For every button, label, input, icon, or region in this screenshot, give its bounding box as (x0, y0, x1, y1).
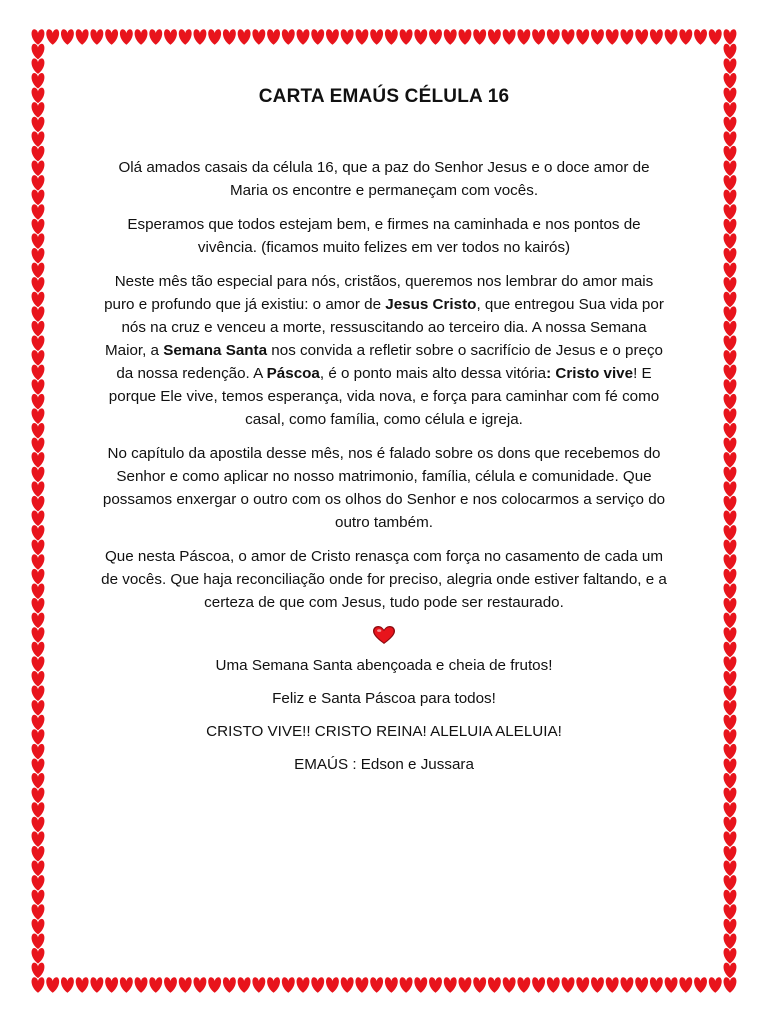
heart-icon (679, 977, 692, 993)
heart-icon (135, 29, 148, 45)
heart-icon (282, 977, 295, 993)
heart-icon (32, 788, 45, 804)
heart-icon (32, 496, 45, 512)
heart-icon (679, 29, 692, 45)
heart-icon (372, 625, 396, 645)
heart-icon (32, 671, 45, 687)
heart-icon (32, 350, 45, 366)
heart-icon (32, 744, 45, 760)
heart-icon (576, 29, 589, 45)
heart-icon (724, 525, 737, 541)
closing-line: Uma Semana Santa abençoada e cheia de frutos! (215, 657, 553, 674)
heart-icon (724, 627, 737, 643)
heart-icon (76, 977, 89, 993)
heart-icon (32, 554, 45, 570)
heart-icon (32, 686, 45, 702)
heart-icon (724, 569, 737, 585)
heart-icon (32, 525, 45, 541)
heart-icon (517, 29, 530, 45)
heart-icon (724, 613, 737, 629)
paragraph (100, 545, 668, 614)
heart-icon (414, 977, 427, 993)
heart-icon (208, 29, 221, 45)
heart-icon (238, 29, 251, 45)
heart-icon (724, 729, 737, 745)
heart-icon (724, 540, 737, 556)
heart-icon (32, 875, 45, 891)
heart-icon (414, 29, 427, 45)
heart-icon (547, 29, 560, 45)
heart-icon (724, 715, 737, 731)
heart-icon (267, 977, 280, 993)
heart-icon (46, 977, 59, 993)
heart-icon (164, 29, 177, 45)
heart-icon (562, 977, 575, 993)
heart-icon (620, 29, 633, 45)
heart-icon (724, 744, 737, 760)
heart-icon (724, 321, 737, 337)
heart-icon (724, 146, 737, 162)
heart-icon (724, 175, 737, 191)
heart-icon (32, 569, 45, 585)
heart-icon (32, 146, 45, 162)
heart-icon (32, 627, 45, 643)
heart-icon (32, 904, 45, 920)
heart-icon (179, 977, 192, 993)
heart-icon (724, 379, 737, 395)
heart-icon (32, 452, 45, 468)
heart-icon (547, 977, 560, 993)
heart-icon (32, 204, 45, 220)
heart-icon (724, 554, 737, 570)
heart-icon (311, 977, 324, 993)
heart-icon (724, 802, 737, 818)
heart-icon (503, 977, 516, 993)
heart-icon (724, 642, 737, 658)
heart-icon (724, 817, 737, 833)
heart-icon (32, 890, 45, 906)
heart-icon (724, 598, 737, 614)
heart-icon (724, 890, 737, 906)
heart-icon (724, 481, 737, 497)
heart-icon (32, 511, 45, 527)
heart-icon (32, 758, 45, 774)
heart-icon (208, 977, 221, 993)
heart-icon (32, 933, 45, 949)
heart-icon (724, 656, 737, 672)
heart-icon (90, 977, 103, 993)
heart-icon (517, 977, 530, 993)
heart-icon (32, 948, 45, 964)
text-segment: , que entregou Sua vida por nós na cruz e venceu a morte, ressuscitando ao terceiro dia. A nossa Semana Maior, a (104, 296, 664, 359)
paragraph (100, 156, 668, 202)
heart-icon (635, 29, 648, 45)
heart-icon (400, 29, 413, 45)
heart-icon (532, 977, 545, 993)
heart-icon (724, 948, 737, 964)
heart-icon (724, 394, 737, 410)
heart-icon (32, 248, 45, 264)
paragraph (100, 270, 668, 431)
heart-icon (724, 788, 737, 804)
heart-icon (267, 29, 280, 45)
heart-icon (724, 408, 737, 424)
closing-lines (100, 654, 668, 776)
heart-icon (724, 277, 737, 293)
letter-body (100, 156, 668, 614)
heart-icon (326, 977, 339, 993)
heart-icon (576, 977, 589, 993)
text-segment: nos convida a refletir sobre o sacrifício de Jesus e o preço da nossa redenção. A (116, 342, 663, 382)
heart-icon (32, 44, 45, 60)
heart-icon (238, 977, 251, 993)
heart-icon (562, 29, 575, 45)
heart-icon (32, 540, 45, 556)
heart-icon (724, 88, 737, 104)
heart-icon (620, 977, 633, 993)
heart-icon (32, 277, 45, 293)
heart-icon (32, 88, 45, 104)
heart-icon (32, 583, 45, 599)
heart-icon (32, 613, 45, 629)
heart-icon (223, 29, 236, 45)
heart-icon (724, 511, 737, 527)
heart-icon (724, 467, 737, 483)
heart-icon (120, 977, 133, 993)
heart-icon (724, 423, 737, 439)
heart-icon (32, 219, 45, 235)
heart-icon (105, 29, 118, 45)
text-segment: Neste mês tão especial para nós, cristãos, queremos nos lembrar do amor mais puro e profundo que já existiu: o amor de (104, 273, 654, 313)
heart-icon (90, 29, 103, 45)
heart-icon (355, 977, 368, 993)
heart-icon (32, 977, 45, 993)
heart-icon (149, 29, 162, 45)
closing-line: EMAÚS : Edson e Jussara (294, 756, 474, 773)
heart-icon (724, 861, 737, 877)
heart-icon (724, 131, 737, 147)
heart-icon (724, 452, 737, 468)
text-segment: ! E porque Ele vive, temos esperança, vida nova, e força para caminhar com fé como casal, como família, como célula e igreja. (108, 365, 660, 428)
heart-icon (724, 977, 737, 993)
heart-icon (532, 29, 545, 45)
heart-icon (591, 977, 604, 993)
heart-icon (32, 73, 45, 89)
heart-icon (355, 29, 368, 45)
heart-icon (724, 336, 737, 352)
heart-icon (32, 846, 45, 862)
heart-icon (665, 29, 678, 45)
heart-icon (194, 29, 207, 45)
heart-icon (370, 29, 383, 45)
heart-icon (32, 700, 45, 716)
bold-text: : Cristo vive (546, 365, 634, 382)
heart-icon (370, 977, 383, 993)
heart-icon (32, 131, 45, 147)
heart-icon (179, 29, 192, 45)
heart-icon (709, 977, 722, 993)
bold-text: Páscoa (266, 365, 320, 382)
heart-icon (473, 29, 486, 45)
heart-icon (32, 58, 45, 74)
heart-icon (32, 175, 45, 191)
heart-icon (724, 963, 737, 979)
heart-icon (32, 365, 45, 381)
heart-icon (32, 773, 45, 789)
heart-icon (32, 394, 45, 410)
heart-icon (724, 831, 737, 847)
heart-icon (252, 29, 265, 45)
heart-icon (32, 438, 45, 454)
heart-icon (32, 656, 45, 672)
heart-icon (120, 29, 133, 45)
heart-icon (724, 292, 737, 308)
heart-icon (46, 29, 59, 45)
heart-icon (32, 292, 45, 308)
heart-icon (503, 29, 516, 45)
heart-icon (282, 29, 295, 45)
heart-icon (444, 977, 457, 993)
heart-icon (252, 977, 265, 993)
heart-icon (473, 977, 486, 993)
heart-icon (429, 977, 442, 993)
heart-icon (429, 29, 442, 45)
paragraph (100, 442, 668, 534)
heart-icon (635, 977, 648, 993)
heart-icon (61, 977, 74, 993)
heart-icon (488, 977, 501, 993)
closing-line: CRISTO VIVE!! CRISTO REINA! ALELUIA ALELUIA! (206, 723, 562, 740)
heart-icon (32, 117, 45, 133)
heart-icon (149, 977, 162, 993)
heart-icon (724, 350, 737, 366)
heart-icon (194, 977, 207, 993)
heart-icon (32, 802, 45, 818)
heart-icon (694, 977, 707, 993)
heart-icon (724, 438, 737, 454)
heart-icon (724, 44, 737, 60)
heart-icon (724, 160, 737, 176)
heart-icon (724, 758, 737, 774)
heart-icon (724, 102, 737, 118)
heart-icon (724, 117, 737, 133)
heart-icon (326, 29, 339, 45)
heart-icon (385, 977, 398, 993)
heart-icon (724, 233, 737, 249)
heart-icon (724, 496, 737, 512)
heart-icon (724, 686, 737, 702)
heart-icon (724, 583, 737, 599)
heart-icon (606, 977, 619, 993)
heart-icon (694, 29, 707, 45)
bold-text: Jesus Cristo (385, 296, 477, 313)
heart-icon (311, 29, 324, 45)
heart-icon (724, 875, 737, 891)
heart-icon (32, 102, 45, 118)
heart-icon (32, 408, 45, 424)
heart-icon (459, 29, 472, 45)
heart-icon (61, 29, 74, 45)
heart-icon (341, 977, 354, 993)
heart-icon (724, 306, 737, 322)
heart-icon (444, 29, 457, 45)
heart-icon (32, 160, 45, 176)
text-segment: Esperamos que todos estejam bem, e firmes na caminhada e nos pontos de vivência. (ficamos muito felizes em ver todos no kairós) (127, 216, 641, 256)
heart-icon (724, 846, 737, 862)
closing-line: Feliz e Santa Páscoa para todos! (272, 690, 496, 707)
heart-icon (32, 919, 45, 935)
heart-icon (32, 190, 45, 206)
heart-icon (32, 817, 45, 833)
heart-icon (724, 219, 737, 235)
heart-icon (135, 977, 148, 993)
heart-icon (32, 642, 45, 658)
heart-icon (32, 481, 45, 497)
heart-icon (724, 919, 737, 935)
heart-icon (650, 29, 663, 45)
heart-icon (32, 831, 45, 847)
bold-text: Semana Santa (163, 342, 268, 359)
heart-icon (32, 715, 45, 731)
heart-icon (724, 29, 737, 45)
heart-icon (591, 29, 604, 45)
heart-icon (32, 423, 45, 439)
heart-icon (76, 29, 89, 45)
heart-icon (724, 700, 737, 716)
heart-icon (32, 321, 45, 337)
heart-icon (341, 29, 354, 45)
heart-icon (32, 963, 45, 979)
heart-icon (32, 263, 45, 279)
letter-title: CARTA EMAÚS CÉLULA 16 (258, 86, 510, 107)
heart-icon (650, 977, 663, 993)
heart-icon (709, 29, 722, 45)
heart-icon (724, 365, 737, 381)
heart-icon (297, 29, 310, 45)
text-segment: No capítulo da apostila desse mês, nos é falado sobre os dons que recebemos do Senhor e como aplicar no nosso matrimonio, família, célula e comunidade. Que possamos enxergar o outro com os olhos do Senhor e nos colocarmos a serviço do outro também. (102, 445, 666, 531)
heart-icon (32, 29, 45, 45)
heart-icon (724, 58, 737, 74)
heart-icon (32, 306, 45, 322)
heart-icon (606, 29, 619, 45)
letter-content (100, 86, 668, 786)
heart-icon (32, 336, 45, 352)
heart-icon (488, 29, 501, 45)
heart-icon (724, 671, 737, 687)
heart-icon (724, 773, 737, 789)
heart-icon (459, 977, 472, 993)
heart-icon (724, 933, 737, 949)
text-segment: Que nesta Páscoa, o amor de Cristo renasça com força no casamento de cada um de vocês. Que haja reconciliação onde for preciso, alegria onde estiver faltando, e a certeza de que com Jesus, tudo pode ser restaurado. (101, 548, 667, 611)
heart-icon (32, 233, 45, 249)
heart-icon (105, 977, 118, 993)
heart-icon (400, 977, 413, 993)
heart-icon (164, 977, 177, 993)
heart-icon (32, 379, 45, 395)
heart-icon (32, 598, 45, 614)
heart-icon (297, 977, 310, 993)
text-segment: , é o ponto mais alto dessa vitória (319, 365, 547, 382)
heart-icon (385, 29, 398, 45)
heart-icon (724, 190, 737, 206)
heart-icon (665, 977, 678, 993)
heart-icon (32, 861, 45, 877)
heart-icon (223, 977, 236, 993)
heart-icon (724, 204, 737, 220)
heart-separator (100, 625, 668, 645)
heart-icon (32, 467, 45, 483)
heart-icon (724, 263, 737, 279)
heart-icon (724, 248, 737, 264)
heart-icon (724, 73, 737, 89)
text-segment: Olá amados casais da célula 16, que a paz do Senhor Jesus e o doce amor de Maria os encontre e permaneçam com vocês. (118, 159, 650, 199)
heart-icon (724, 904, 737, 920)
heart-icon (32, 729, 45, 745)
paragraph (100, 213, 668, 259)
